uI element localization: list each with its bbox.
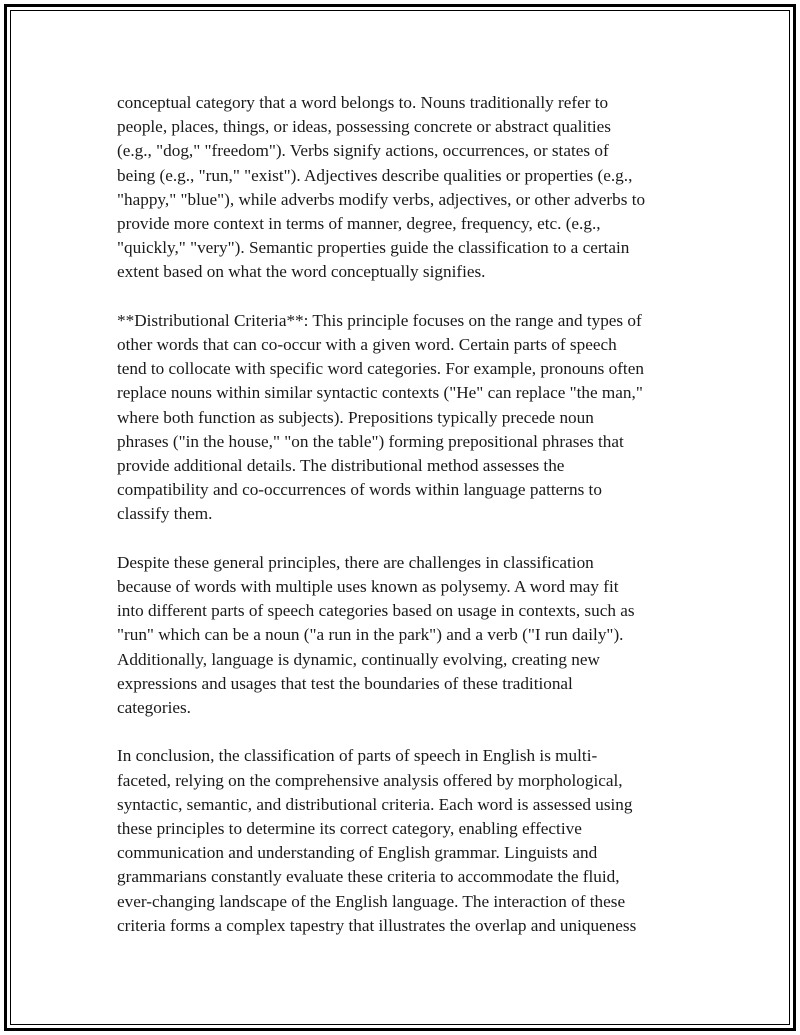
text-line: faceted, relying on the comprehensive analysis offered by morphological, bbox=[117, 770, 623, 790]
paragraph-conclusion bbox=[117, 744, 687, 938]
text-line: criteria forms a complex tapestry that illustrates the overlap and uniqueness bbox=[117, 915, 637, 935]
text-line: Despite these general principles, there are challenges in classification bbox=[117, 552, 594, 572]
document-body bbox=[117, 91, 687, 962]
text-line: into different parts of speech categories based on usage in contexts, such as bbox=[117, 601, 635, 621]
text-line: provide more context in terms of manner, degree, frequency, etc. (e.g., bbox=[117, 214, 601, 234]
text-line: because of words with multiple uses known as polysemy. A word may fit bbox=[117, 577, 619, 597]
text-line: grammarians constantly evaluate these criteria to accommodate the fluid, bbox=[117, 867, 620, 887]
text-line: these principles to determine its correct category, enabling effective bbox=[117, 819, 582, 839]
text-line: "quickly," "very"). Semantic properties guide the classification to a certain bbox=[117, 238, 630, 258]
text-line: extent based on what the word conceptually signifies. bbox=[117, 262, 486, 282]
text-line: Additionally, language is dynamic, continually evolving, creating new bbox=[117, 649, 600, 669]
text-line: other words that can co-occur with a given word. Certain parts of speech bbox=[117, 335, 617, 355]
text-line: ever-changing landscape of the English language. The interaction of these bbox=[117, 891, 626, 911]
text-line: where both function as subjects). Prepositions typically precede noun bbox=[117, 407, 594, 427]
text-line: communication and understanding of English grammar. Linguists and bbox=[117, 843, 598, 863]
paragraph-semantic-criteria bbox=[117, 91, 687, 285]
text-line: "run" which can be a noun ("a run in the park") and a verb ("I run daily"). bbox=[117, 625, 624, 645]
text-line: provide additional details. The distributional method assesses the bbox=[117, 456, 565, 476]
paragraph-challenges bbox=[117, 551, 687, 720]
text-line: In conclusion, the classification of parts of speech in English is multi- bbox=[117, 746, 598, 766]
text-line: (e.g., "dog," "freedom"). Verbs signify actions, occurrences, or states of bbox=[117, 141, 609, 161]
text-line: **Distributional Criteria**: This principle focuses on the range and types of bbox=[117, 310, 642, 330]
text-line: "happy," "blue"), while adverbs modify verbs, adjectives, or other adverbs to bbox=[117, 189, 646, 209]
text-line: replace nouns within similar syntactic contexts ("He" can replace "the man," bbox=[117, 383, 643, 403]
text-line: compatibility and co-occurrences of words within language patterns to bbox=[117, 480, 602, 500]
text-line: syntactic, semantic, and distributional criteria. Each word is assessed using bbox=[117, 794, 633, 814]
text-line: conceptual category that a word belongs to. Nouns traditionally refer to bbox=[117, 93, 609, 112]
paragraph-distributional-criteria bbox=[117, 309, 687, 527]
text-line: people, places, things, or ideas, possessing concrete or abstract qualities bbox=[117, 117, 611, 137]
text-line: phrases ("in the house," "on the table") forming prepositional phrases that bbox=[117, 431, 624, 451]
text-line: classify them. bbox=[117, 504, 213, 524]
text-line: being (e.g., "run," "exist"). Adjectives describe qualities or properties (e.g., bbox=[117, 165, 633, 185]
text-line: tend to collocate with specific word categories. For example, pronouns often bbox=[117, 359, 644, 379]
text-line: categories. bbox=[117, 698, 191, 718]
text-line: expressions and usages that test the boundaries of these traditional bbox=[117, 673, 573, 693]
